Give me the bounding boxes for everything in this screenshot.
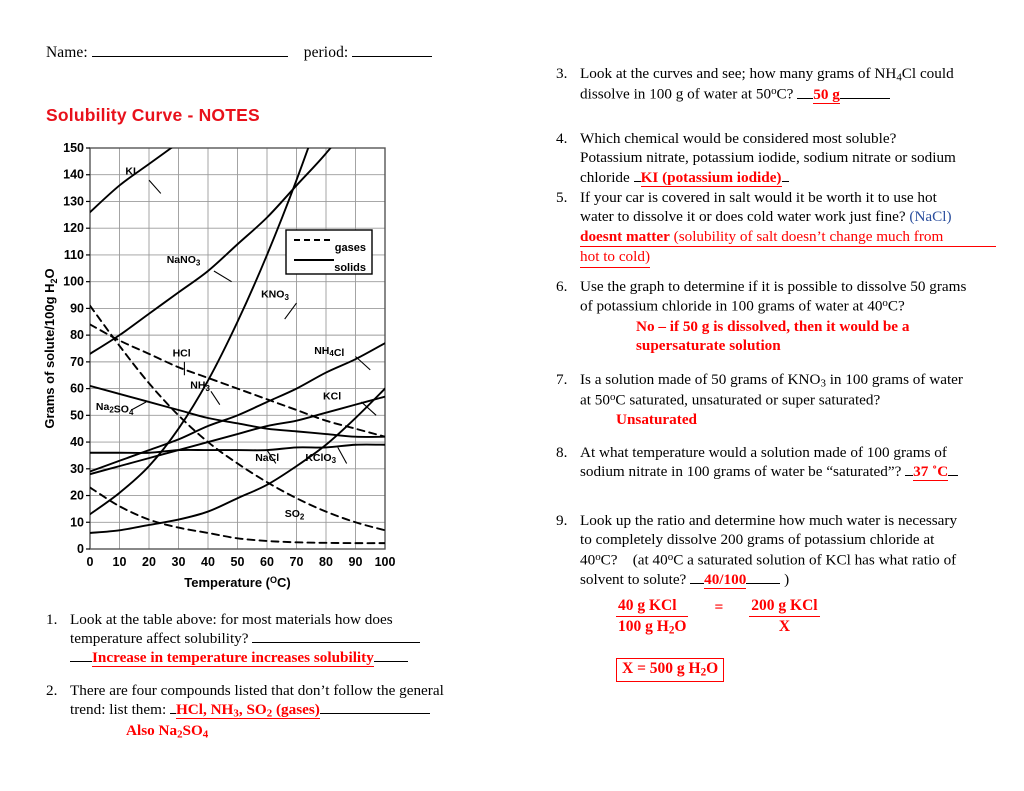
question-9-line1: Look up the ratio and determine how much water is necessary [580,512,958,529]
y-tick-0: 0 [77,542,84,556]
left-fraction [616,597,688,636]
y-tick-40: 40 [70,435,84,450]
question-1-answer: Increase in temperature increases solubility [92,649,374,667]
question-2-line1: There are four compounds listed that don’t follow the general [70,682,444,699]
ratio-equation [616,597,820,636]
curve-label-KClO3: KClO$_3$ [305,451,337,466]
x-tick-80: 80 [319,555,333,569]
question-1-line2: temperature affect solubility? [70,629,498,648]
y-tick-20: 20 [70,488,84,503]
question-2-number: 2. [46,682,58,699]
right-fraction [749,597,819,636]
question-6-line1: Use the graph to determine if it is possible to dissolve 50 grams [580,278,967,295]
left-denominator: 100 g $H_2O$ [618,618,687,637]
curve-label-NH4Cl: $NH_4Cl$ [314,344,345,360]
question-7-line1: Is a solution made of 50 grams of $KNO_3$ in 100 grams of water [580,371,963,390]
question-4-line3: chloride KI (potassium iodide) [580,168,996,187]
right-denominator: X [778,618,791,635]
question-7 [556,370,996,430]
question-8-line2: sodium nitrate in 100 grams of water be “saturated”? 37 ˚C [580,462,996,481]
x-tick-100: 100 [374,555,396,569]
question-9-line2: to completely dissolve 200 grams of potassium chloride at [580,531,935,549]
answer-rule-pre [905,475,913,476]
question-4-answer: KI (potassium iodide) [640,168,782,186]
y-tick-140: 140 [63,167,84,182]
y-tick-30: 30 [70,461,84,476]
name-blank[interactable] [92,56,288,57]
y-tick-110: 110 [63,247,84,262]
question-5 [556,188,996,268]
legend-label-gases: gases [334,242,366,254]
curve-label-Na2SO4: $Na_2SO_4$ [95,400,134,417]
name-period-row [46,44,432,62]
question-6-line2: of potassium chloride in 100 grams of water at 40$^o$C? [580,297,905,316]
curve-label-KCl: KCl [323,390,342,403]
y-tick-90: 90 [70,301,84,316]
solubility-chart [38,134,438,594]
answer-rule-pre [690,583,704,584]
x-tick-70: 70 [289,555,304,569]
curve-label-NH3: $NH_3$ [190,379,210,393]
question-9-answer: 40/100 [704,570,747,588]
period-blank[interactable] [352,56,432,57]
question-5-number: 5. [556,189,568,206]
x-axis-label: Temperature ($^O$C) [184,575,291,590]
question-3-number: 3. [556,65,568,82]
curve-label-HCl: HCl [172,347,191,360]
y-tick-10: 10 [70,515,84,530]
y-tick-80: 80 [70,328,84,343]
question-8 [556,443,996,482]
question-4 [556,129,996,187]
y-tick-130: 130 [63,194,84,209]
question-6-number: 6. [556,278,568,295]
answer-rule-left [70,661,92,662]
question-2-answer-2: Also $Na_2SO_4$ [126,722,209,741]
answer-rule-pre [797,98,813,99]
question-1-answer-row [70,648,498,667]
curve-label-NaNO3: NaNO$_3$ [166,253,201,268]
y-tick-100: 100 [63,274,84,289]
answer-rule-post [948,475,958,476]
question-7-answer: Unsaturated [616,411,698,429]
legend-label-solids: solids [334,262,366,274]
question-6 [556,277,996,355]
question-9 [556,511,996,589]
question-5-hint: (NaCl) [909,208,952,226]
y-tick-70: 70 [70,354,84,369]
question-1 [46,610,498,667]
final-answer-box: X = 500 g $H_2O$ [616,658,724,681]
question-9-number: 9. [556,512,568,529]
name-label: Name: [46,44,88,61]
curve-label-NaCl: NaCl [255,451,280,464]
question-3-answer: 50 g [813,86,840,103]
answer-rule-pre [634,181,641,182]
y-tick-120: 120 [63,221,84,236]
answer-rule-post [320,713,430,714]
question-3 [556,64,996,104]
y-tick-150: 150 [63,141,84,155]
answer-rule-post [746,583,780,584]
question-4-line2: Potassium nitrate, potassium iodide, sodium nitrate or sodium [580,149,956,167]
answer-rule-right [374,661,408,662]
x-tick-90: 90 [348,555,363,569]
y-tick-60: 60 [70,381,84,396]
y-axis-label: Grams of solute/100g $H_2O$ [42,268,59,429]
answer-rule-post [782,181,789,182]
question-6-answer-line2: supersaturate solution [636,336,781,354]
question-2-answer: HCl, $NH_3$, $SO_2$ (gases) [175,701,320,720]
question-5-answer-line1: doesnt matter (solubility of salt doesn’t change much from [580,227,996,247]
solubility-chart-svg [38,134,438,594]
ratio-work [616,597,820,682]
y-tick-50: 50 [70,408,84,423]
question-2-line2: trend: list them: HCl, $NH_3$, $SO_2$ (gases) [70,700,498,721]
curve-label-KNO3: $KNO_3$ [261,288,289,303]
question-4-line1: Which chemical would be considered most soluble? [580,130,897,147]
question-1-line1: Look at the table above: for most materials how does [70,611,393,628]
question-3-line1: Look at the curves and see; how many grams of $NH_4Cl$ could [580,65,954,84]
equals-sign: = [714,599,724,616]
question-8-number: 8. [556,444,568,461]
question-7-number: 7. [556,371,568,388]
question-9-line4: solvent to solute? 40/100 ) [580,570,790,588]
x-tick-30: 30 [171,555,186,569]
curve-label-KI: KI [125,165,136,178]
question-4-number: 4. [556,130,568,147]
x-tick-10: 10 [112,555,127,569]
right-numerator: 200 g KCl [749,597,819,617]
x-tick-50: 50 [230,555,245,569]
answer-rule-post [840,98,890,99]
x-tick-20: 20 [142,555,156,569]
x-tick-60: 60 [260,555,274,569]
period-label: period: [303,44,349,61]
question-5-answer-line2: hot to cold) [580,247,650,267]
left-numerator: 40 g KCl [616,597,688,617]
question-8-answer: 37 ˚C [913,463,949,481]
x-tick-0: 0 [86,555,94,569]
curve-label-SO2: $SO_2$ [284,507,305,522]
question-2 [46,681,498,743]
x-tick-40: 40 [201,555,215,569]
question-9-line3: 40$^o$C? (at 40$^o$C a saturated solution of KCl has what ratio of [580,550,957,569]
question-3-line2: dissolve in 100 g of water at 50$^o$C? 50 g [580,84,996,104]
page-title: Solubility Curve - NOTES [46,105,260,125]
question-7-line2: at 50$^o$C saturated, unsaturated or super saturated? [580,391,881,409]
question-8-line1: At what temperature would a solution made of 100 grams of [580,444,947,461]
question-1-number: 1. [46,611,58,628]
question-5-line1: If your car is covered in salt would it be worth it to use hot [580,189,937,206]
question-5-line2: water to dissolve it or does cold water work just fine? (NaCl) [580,208,952,226]
question-1-answer-blank[interactable] [252,642,420,643]
question-6-answer-line1: No – if 50 g is dissolved, then it would be a [636,317,910,335]
